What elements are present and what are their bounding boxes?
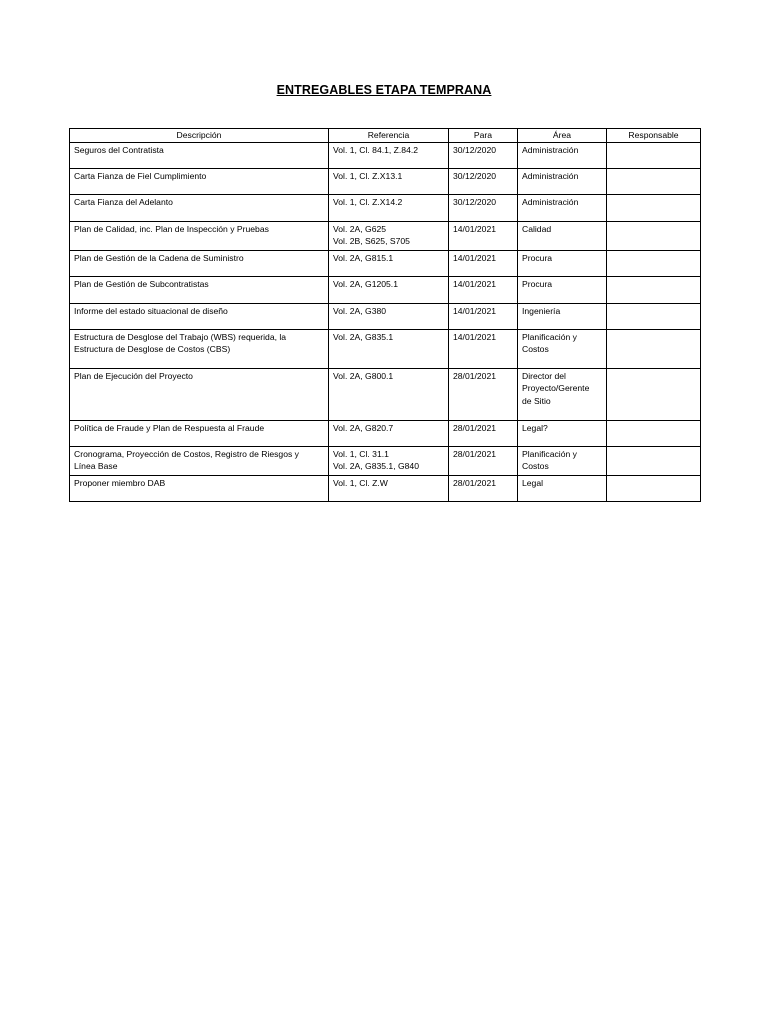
cell-descripcion <box>70 194 329 221</box>
cell-referencia-line: Vol. 2A, G1205.1 <box>333 278 398 289</box>
cell-descripcion-line: Cronograma, Proyección de Costos, Registro de Riesgos y <box>74 448 299 459</box>
cell-area-line: de Sitio <box>522 395 551 406</box>
table-row <box>70 168 701 194</box>
cell-para: 28/01/2021 <box>449 475 518 501</box>
cell-descripcion <box>70 221 329 250</box>
table-row <box>70 303 701 329</box>
cell-descripcion-line: Plan de Gestión de la Cadena de Suministro <box>74 252 244 263</box>
cell-descripcion <box>70 142 329 168</box>
cell-referencia <box>329 475 449 501</box>
cell-para: 30/12/2020 <box>449 194 518 221</box>
cell-referencia-line: Vol. 2B, S625, S705 <box>333 236 410 246</box>
cell-referencia <box>329 329 449 368</box>
table-row <box>70 194 701 221</box>
cell-area <box>518 276 607 303</box>
cell-responsable <box>607 303 701 329</box>
cell-para: 14/01/2021 <box>449 329 518 368</box>
cell-descripcion-line: Plan de Ejecución del Proyecto <box>74 370 193 381</box>
deliverables-table <box>69 128 701 502</box>
cell-referencia-line: Vol. 1, Cl. 84.1, Z.84.2 <box>333 144 419 155</box>
cell-responsable <box>607 368 701 420</box>
cell-descripcion-line: Estructura de Desglose del Trabajo (WBS) requerida, la <box>74 331 287 342</box>
cell-descripcion-line: Proponer miembro DAB <box>74 477 166 488</box>
cell-area <box>518 475 607 501</box>
cell-para: 14/01/2021 <box>449 221 518 250</box>
header-area: Área <box>518 129 607 143</box>
cell-area-line: Calidad <box>522 223 552 234</box>
cell-area-line: Legal? <box>522 422 548 433</box>
cell-referencia-line: Vol. 2A, G835.1 <box>333 331 394 342</box>
cell-area-line: Administración <box>522 170 579 181</box>
cell-descripcion <box>70 475 329 501</box>
table-header-row <box>70 129 701 143</box>
cell-referencia-line: Vol. 2A, G800.1 <box>333 370 394 381</box>
cell-area-line: Procura <box>522 278 553 289</box>
cell-referencia-line: Vol. 1, Cl. Z.W <box>333 477 388 488</box>
table-row <box>70 276 701 303</box>
cell-descripcion <box>70 250 329 276</box>
table-row <box>70 446 701 475</box>
cell-area-line: Costos <box>522 461 549 471</box>
cell-area-line: Proyecto/Gerente <box>522 383 590 393</box>
cell-area-line: Planificación y <box>522 448 577 459</box>
cell-descripcion-line: Carta Fianza de Fiel Cumplimiento <box>74 170 207 181</box>
cell-responsable <box>607 446 701 475</box>
cell-responsable <box>607 420 701 446</box>
cell-descripcion <box>70 446 329 475</box>
cell-referencia-line: Vol. 2A, G820.7 <box>333 422 394 433</box>
cell-descripcion <box>70 276 329 303</box>
cell-descripcion-line: Línea Base <box>74 461 118 471</box>
cell-referencia-line: Vol. 1, Cl. 31.1 <box>333 448 389 459</box>
table-row <box>70 142 701 168</box>
cell-area <box>518 303 607 329</box>
cell-descripcion <box>70 168 329 194</box>
header-descripcion: Descripción <box>70 129 329 143</box>
cell-para: 30/12/2020 <box>449 168 518 194</box>
cell-referencia <box>329 142 449 168</box>
cell-referencia-line: Vol. 2A, G625 <box>333 223 387 234</box>
cell-responsable <box>607 168 701 194</box>
cell-area-line: Planificación y <box>522 331 577 342</box>
cell-area-line: Ingeniería <box>522 305 561 316</box>
cell-para: 30/12/2020 <box>449 142 518 168</box>
cell-descripcion-line: Plan de Calidad, inc. Plan de Inspección y Pruebas <box>74 223 269 234</box>
cell-area <box>518 142 607 168</box>
cell-descripcion-line: Seguros del Contratista <box>74 144 164 155</box>
cell-area-line: Costos <box>522 344 549 354</box>
cell-para: 28/01/2021 <box>449 368 518 420</box>
cell-area-line: Procura <box>522 252 553 263</box>
cell-area <box>518 368 607 420</box>
cell-referencia-line: Vol. 2A, G815.1 <box>333 252 394 263</box>
cell-descripcion-line: Política de Fraude y Plan de Respuesta al Fraude <box>74 422 265 433</box>
table-body <box>70 142 701 501</box>
cell-para: 28/01/2021 <box>449 446 518 475</box>
cell-referencia <box>329 303 449 329</box>
cell-referencia <box>329 276 449 303</box>
cell-para: 14/01/2021 <box>449 250 518 276</box>
table-row <box>70 368 701 420</box>
cell-referencia <box>329 250 449 276</box>
cell-area <box>518 329 607 368</box>
cell-descripcion-line: Plan de Gestión de Subcontratistas <box>74 278 209 289</box>
cell-responsable <box>607 475 701 501</box>
cell-area <box>518 168 607 194</box>
cell-referencia-line: Vol. 2A, G835.1, G840 <box>333 461 419 471</box>
cell-area <box>518 420 607 446</box>
cell-descripcion-line: Estructura de Desglose de Costos (CBS) <box>74 344 231 354</box>
cell-responsable <box>607 221 701 250</box>
cell-area-line: Administración <box>522 144 579 155</box>
table-row <box>70 475 701 501</box>
table-row <box>70 329 701 368</box>
cell-area <box>518 250 607 276</box>
cell-responsable <box>607 250 701 276</box>
cell-descripcion <box>70 303 329 329</box>
table-row <box>70 420 701 446</box>
table-row <box>70 221 701 250</box>
cell-area-line: Legal <box>522 477 544 488</box>
cell-referencia <box>329 221 449 250</box>
cell-area-line: Director del <box>522 370 566 381</box>
cell-area <box>518 194 607 221</box>
cell-responsable <box>607 194 701 221</box>
cell-descripcion-line: Informe del estado situacional de diseño <box>74 305 228 316</box>
cell-descripcion-line: Carta Fianza del Adelanto <box>74 196 173 207</box>
cell-referencia-line: Vol. 1, Cl. Z.X13.1 <box>333 170 403 181</box>
cell-area-line: Administración <box>522 196 579 207</box>
cell-descripcion <box>70 329 329 368</box>
page-title: ENTREGABLES ETAPA TEMPRANA <box>276 83 492 97</box>
cell-responsable <box>607 142 701 168</box>
cell-para: 28/01/2021 <box>449 420 518 446</box>
table-row <box>70 250 701 276</box>
cell-descripcion <box>70 420 329 446</box>
cell-referencia <box>329 368 449 420</box>
cell-descripcion <box>70 368 329 420</box>
cell-referencia-line: Vol. 2A, G380 <box>333 305 387 316</box>
cell-referencia <box>329 420 449 446</box>
cell-responsable <box>607 329 701 368</box>
cell-area <box>518 221 607 250</box>
cell-referencia <box>329 446 449 475</box>
cell-responsable <box>607 276 701 303</box>
cell-para: 14/01/2021 <box>449 303 518 329</box>
cell-area <box>518 446 607 475</box>
cell-referencia <box>329 194 449 221</box>
cell-referencia <box>329 168 449 194</box>
header-para: Para <box>449 129 518 143</box>
header-responsable: Responsable <box>607 129 701 143</box>
header-referencia: Referencia <box>329 129 449 143</box>
deliverables-table-container <box>69 128 700 502</box>
cell-referencia-line: Vol. 1, Cl. Z.X14.2 <box>333 196 403 207</box>
cell-para: 14/01/2021 <box>449 276 518 303</box>
